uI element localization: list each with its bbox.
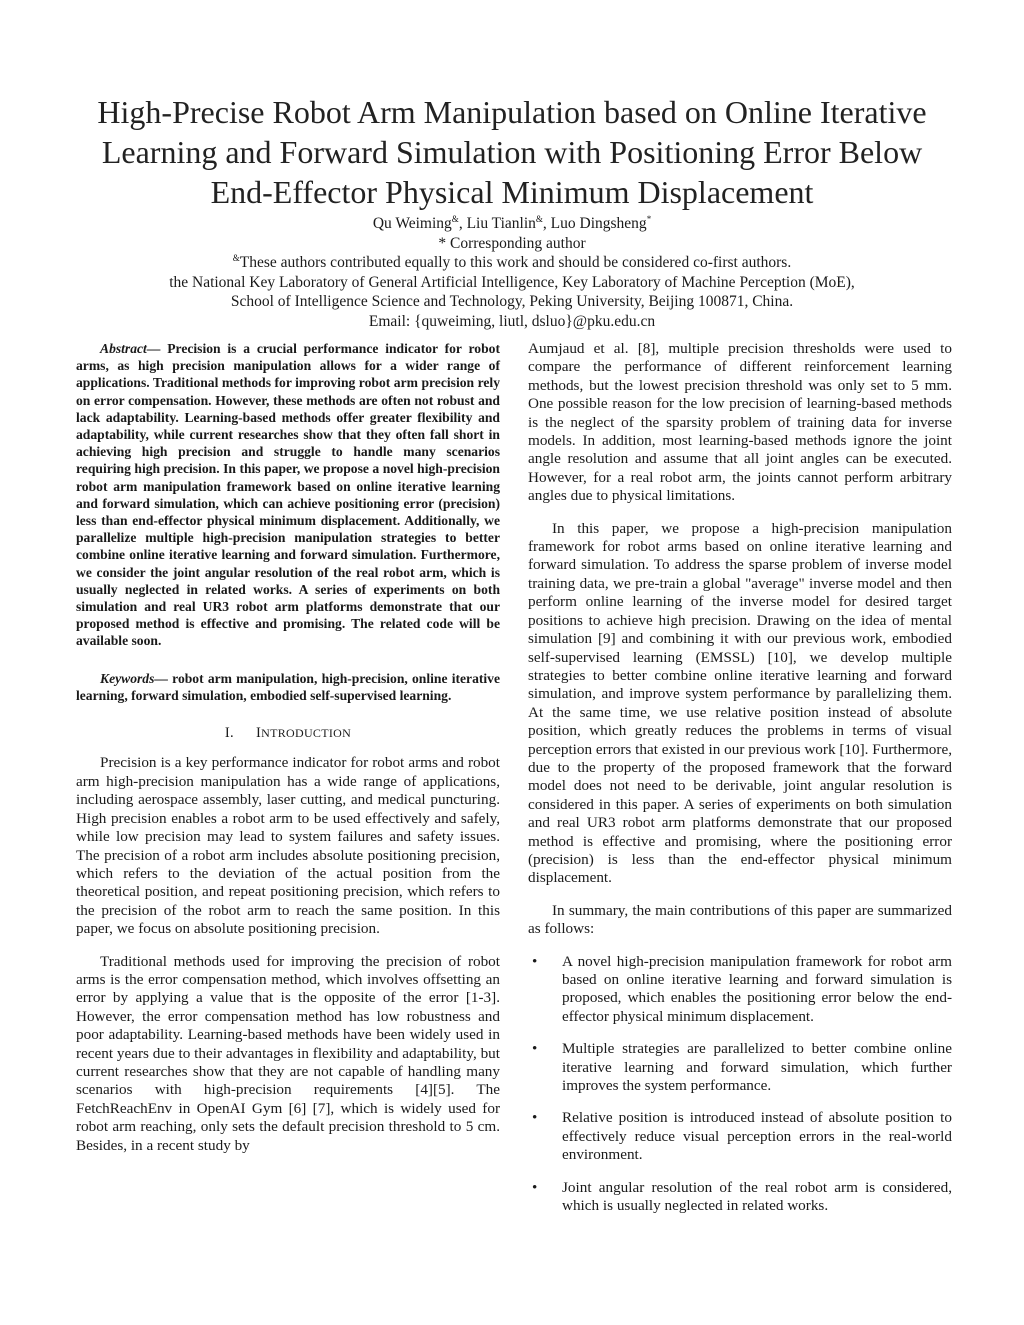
- paragraph-continued: Aumjaud et al. [8], multiple precision thresholds were used to compare the performance of different reinforcement learning methods, but the lowest precision threshold was only set to 5 mm. One possible reason for the low precision of learning-based methods is the neglect of the sparsity problem of training data for inverse models. In addition, most learning-based methods ignore the joint angle resolution and assume that all joint angles can be executed. However, for a real robot arm, the joints cannot perform arbitrary angles due to physical limitations.: [528, 340, 952, 505]
- paper-title: [40, 92, 984, 212]
- bullet: •: [532, 1178, 538, 1196]
- bullet: •: [532, 1109, 538, 1127]
- keywords-text: robot arm manipulation, high-precision, online iterative learning, forward simulation, embodied self-supervised learning.: [76, 670, 500, 703]
- list-item-text: Relative position is introduced instead of absolute position to effectively reduce visual perception errors in the real-world environment.: [562, 1109, 952, 1164]
- email: Email: {quweiming, liutl, dsluo}@pku.edu.cn: [368, 312, 656, 330]
- list-item-text: Joint angular resolution of the real robot arm is considered, which is usually neglected in related works.: [562, 1178, 952, 1215]
- title-line: Learning and Forward Simulation with Positioning Error Below: [101, 134, 923, 170]
- list-item: [528, 1179, 952, 1216]
- title-line: End-Effector Physical Minimum Displacement: [210, 174, 814, 210]
- author-block: [40, 214, 984, 331]
- list-item-text: Multiple strategies are parallelized to better combine online iterative learning and forward simulation, which further improves the system performance.: [562, 1040, 952, 1095]
- cofirst-note: These authors contributed equally to this work and should be considered co-first authors.: [239, 254, 792, 271]
- corresponding-mark: *: [646, 213, 652, 224]
- affiliation: School of Intelligence Science and Technology, Peking University, Beijing 100871, China.: [230, 293, 794, 310]
- keywords: [76, 670, 500, 704]
- left-column: [76, 340, 500, 1155]
- list-item-text: A novel high-precision manipulation framework for robot arm based on online iterative learning and forward simulation is proposed, which enables the positioning error below the end-effector physical minimum displacement.: [562, 952, 952, 1025]
- author-name: Liu Tianlin: [466, 215, 536, 232]
- author-separator: ,: [458, 215, 467, 232]
- keywords-label: Keywords—: [100, 670, 168, 686]
- abstract: [76, 340, 500, 650]
- cofirst-note-line: [40, 253, 984, 273]
- cofirst-mark: &: [232, 252, 240, 263]
- list-item: [528, 1040, 952, 1095]
- paragraph: Traditional methods used for improving the precision of robot arms is the error compensation method, which involves offsetting an error by applying a value that is the opposite of the error [1-3]. However, the error compensation method has low robustness and poor adaptability. Learning-based methods have been widely used in recent years due to their advantages in flexibility and adaptability, but current researches show that they are not capable of handling many scenarios with high-precision requirements [4][5]. The FetchReachEnv in OpenAI Gym [6] [7], which is widely used for robot arm reaching, only sets the default precision threshold to 5 cm. Besides, in a recent study by: [76, 952, 500, 1154]
- paragraph: In summary, the main contributions of this paper are summarized as follows:: [528, 901, 952, 938]
- author-name: Qu Weiming: [372, 215, 452, 232]
- list-item: [528, 1109, 952, 1164]
- header-block: [40, 92, 984, 331]
- author-name: Luo Dingsheng: [550, 215, 647, 232]
- title-line: High-Precise Robot Arm Manipulation based on Online Iterative: [97, 94, 927, 130]
- paragraph: In this paper, we propose a high-precision manipulation framework for robot arms based on online iterative learning and forward simulation. To address the sparse problem of inverse model training data, we pre-train a global "average" inverse model and then perform online learning of the inverse model for desired target positions to achieve high precision. Drawing on the idea of mental simulation [9] and combining it with our previous work, embodied self-supervised learning (EMSSL) [10], we develop multiple strategies to better combine online iterative learning and forward simulation, and improve system performance by parallelizing them. At the same time, we use relative position instead of absolute position, which greatly reduces the problems in terms of visual perception errors that existed in our previous work [10]. Furthermore, due to the property of the proposed framework that the forward model does not need to be derivable, joint angular resolution is considered in this paper. A series of experiments on both simulation and real UR3 robot arm platforms demonstrate that our proposed method is effective and promising, where the positioning error (precision) is less than the end-effector physical minimum displacement.: [528, 519, 952, 887]
- section-title-rest: NTRODUCTION: [261, 726, 352, 741]
- cofirst-mark: &: [451, 213, 459, 224]
- author-list: [40, 214, 984, 234]
- bullet: •: [532, 1040, 538, 1058]
- abstract-label: Abstract—: [100, 341, 161, 356]
- section-number: I.: [224, 725, 234, 742]
- section-title-initial: I: [255, 725, 262, 742]
- list-item: [528, 953, 952, 1027]
- contribution-list: [528, 953, 952, 1216]
- bullet: •: [532, 952, 538, 970]
- corresponding-note: * Corresponding author: [438, 234, 586, 252]
- affiliation: the National Key Laboratory of General Artificial Intelligence, Key Laboratory of Machine Perception (MoE),: [169, 273, 855, 291]
- cofirst-mark: &: [535, 213, 543, 224]
- section-heading: [76, 724, 500, 742]
- abstract-text: Precision is a crucial performance indicator for robot arms, as high precision manipulation allows for a wider range of applications. Traditional methods for improving robot arm precision rely on error compensation. However, these methods are often not robust and lack adaptability. Learning-based methods offer greater flexibility and adaptability, while current researches show that they often fall short in achieving high precision and struggle to handle many scenarios requiring high precision. In this paper, we propose a novel high-precision robot arm manipulation framework based on online iterative learning and forward simulation, which can achieve positioning error (precision) less than end-effector physical minimum displacement. Additionally, we parallelize multiple high-precision manipulation strategies to better combine online iterative learning and forward simulation. Furthermore, we consider the joint angular resolution of the real robot arm, which is usually neglected in related works. A series of experiments on both simulation and real UR3 robot arm platforms demonstrate that our proposed method is effective and promising. The related code will be available soon.: [76, 341, 500, 649]
- author-separator: ,: [542, 215, 551, 232]
- paragraph: Precision is a key performance indicator for robot arms and robot arm high-precision manipulation has a wide range of applications, including aerospace assembly, laser cutting, and medical puncturing. High precision enables a robot arm to be used effectively and safely, while low precision may lead to system failures and safety issues. The precision of a robot arm includes absolute positioning precision, which refers to the deviation of the actual position from the theoretical position, and repeat positioning precision, which refers to the precision of the robot arm to reach the same position. In this paper, we focus on absolute positioning precision.: [76, 754, 500, 938]
- right-column: [528, 340, 952, 1229]
